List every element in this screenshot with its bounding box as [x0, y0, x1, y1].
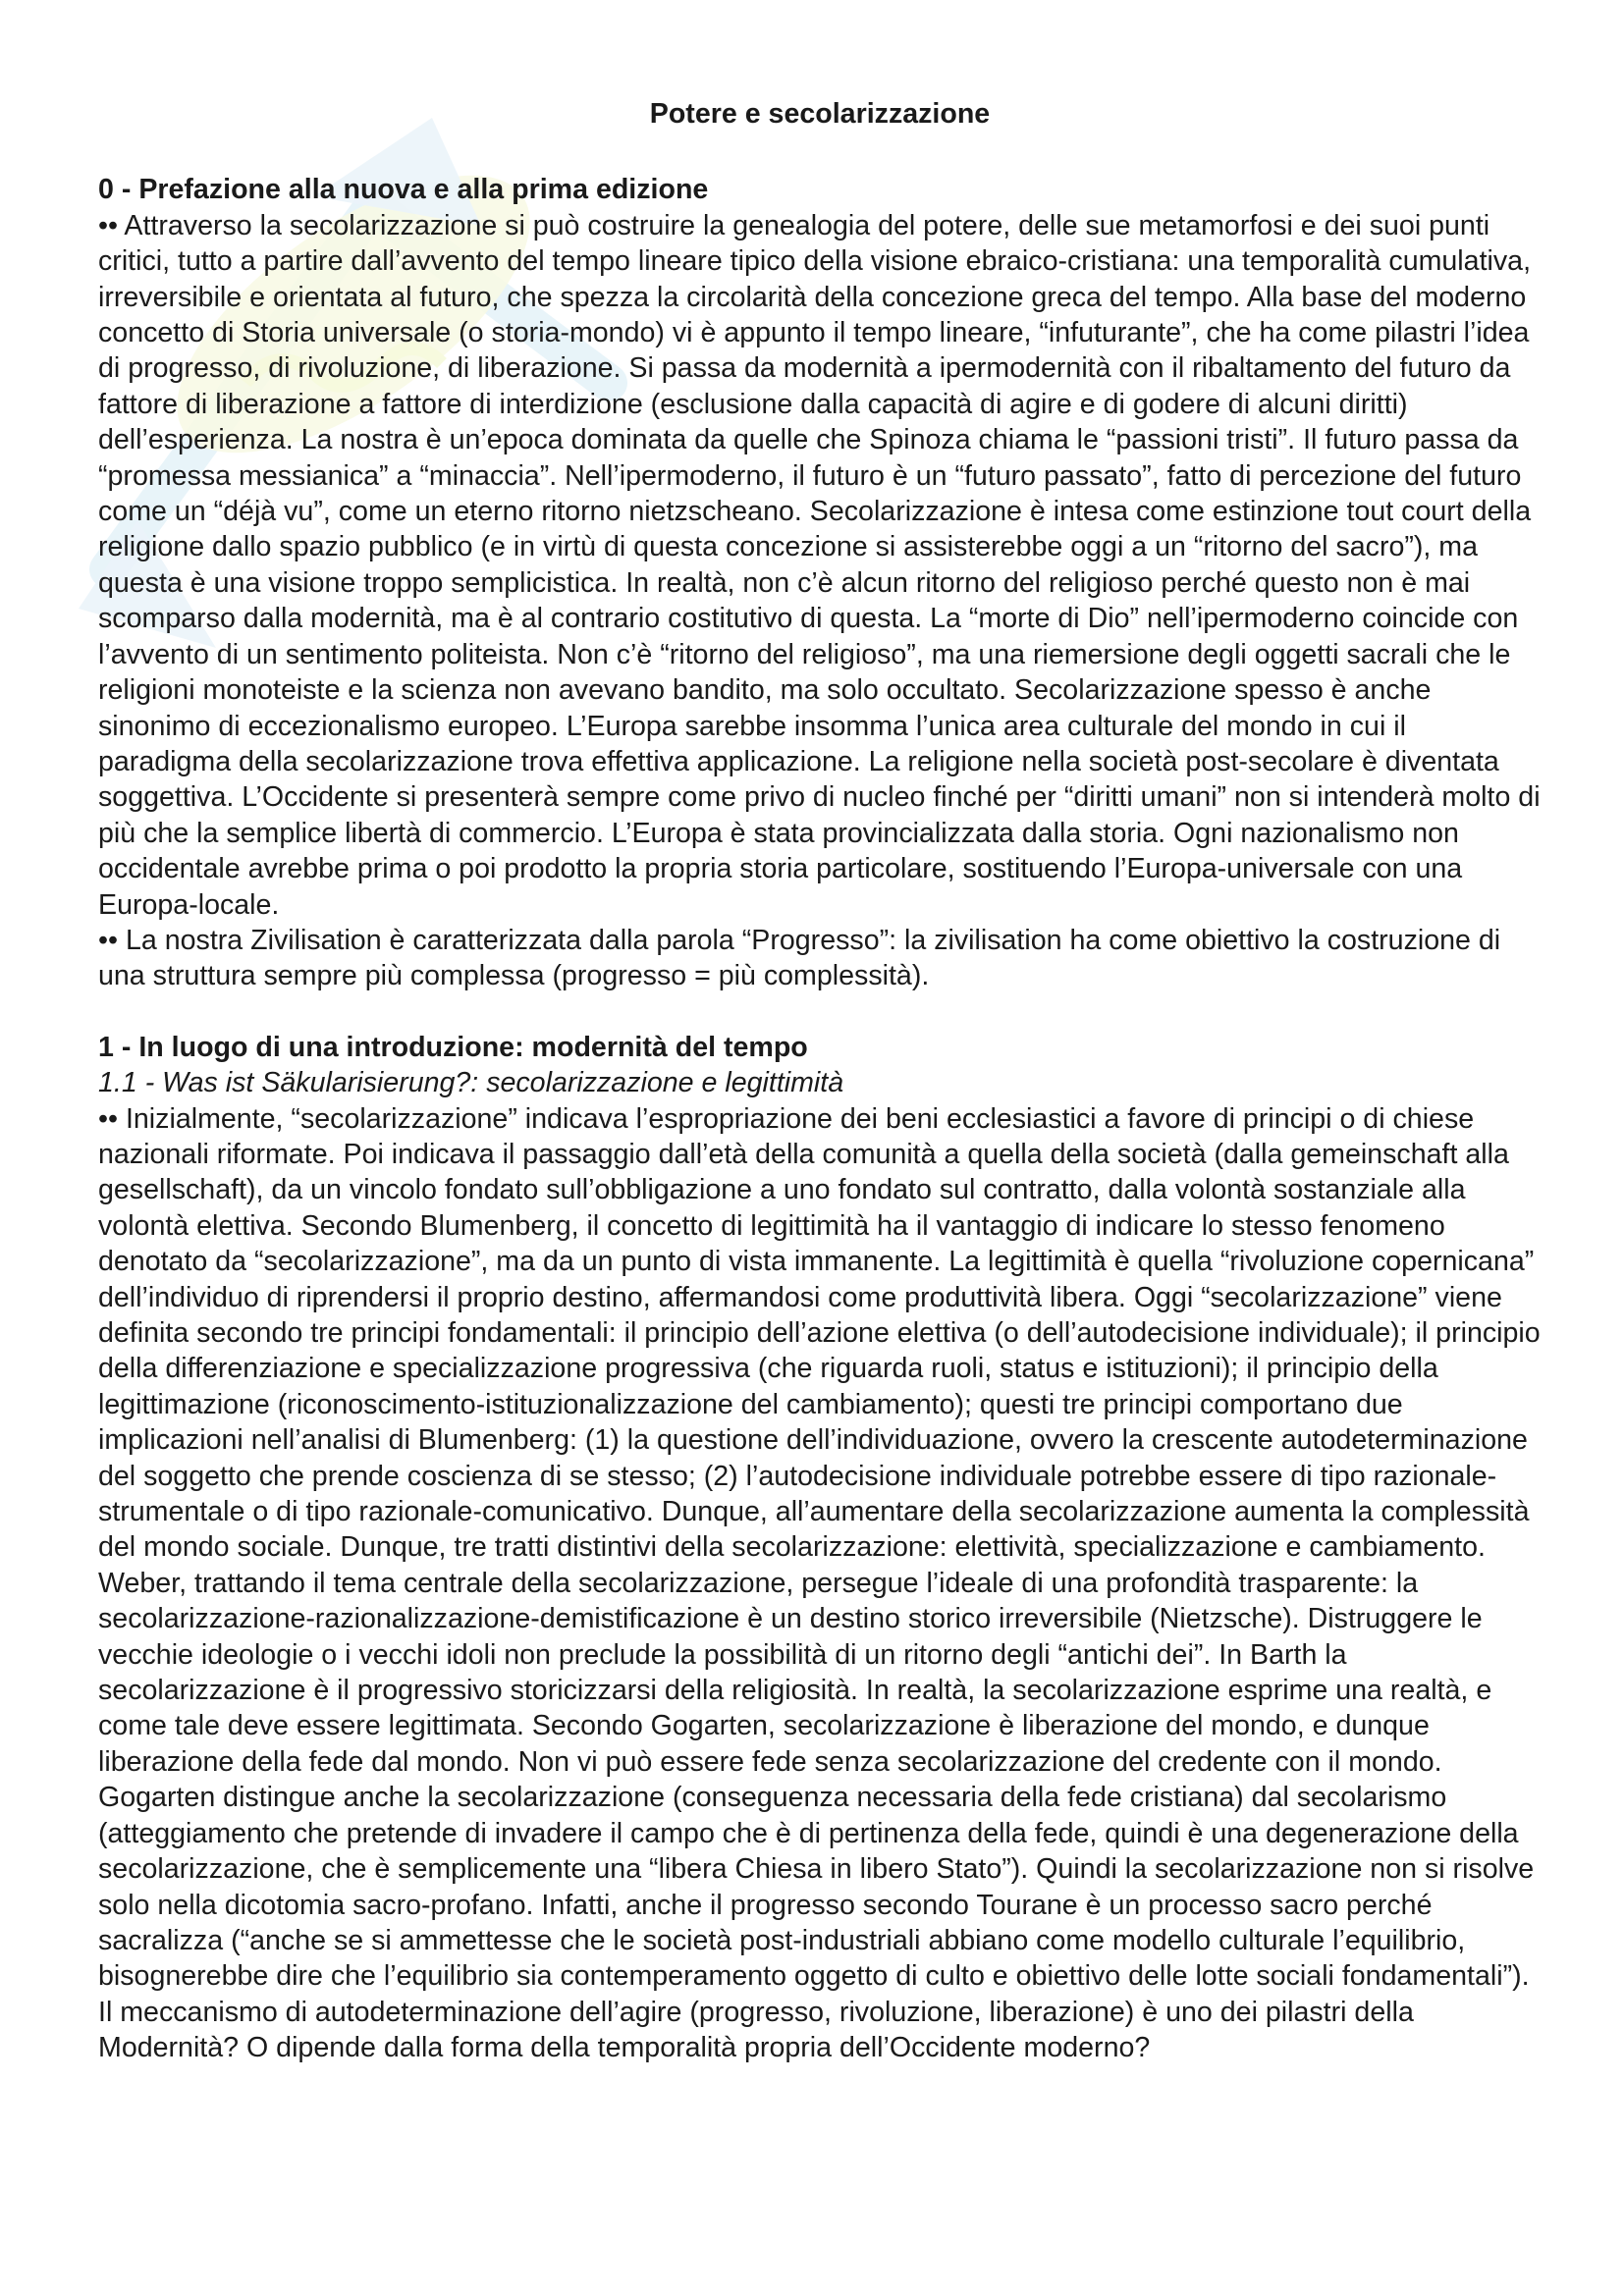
section-heading: 1 - In luogo di una introduzione: modernità del tempo: [98, 1031, 808, 1063]
section-heading: 0 - Prefazione alla nuova e alla prima edizione: [98, 174, 709, 206]
paragraph: •• La nostra Zivilisation è caratterizzata dalla parola “Progresso”: la zivilisation ha come obiettivo la costruzione di una struttura sempre più complessa (progresso = più complessità).: [98, 924, 1501, 992]
paragraph: •• Inizialmente, “secolarizzazione” indicava l’espropriazione dei beni ecclesiastici a favore di principi o di chiese nazionali riformate. Poi indicava il passaggio dall’età della comunità a quella della società (dalla gemeinschaft alla gesellschaft), da un vincolo fondato sull’obbligazione a uno fondato sul contratto, dalla volontà sostanziale alla volontà elettiva. Secondo Blumenberg, il concetto di legittimità ha il vantaggio di indicare lo stesso fenomeno denotato da “secolarizzazione”, ma da un punto di vista immanente. La legittimità è quella “rivoluzione copernicana” dell’individuo di riprendersi il proprio destino, affermandosi come produttività libera. Oggi “secolarizzazione” viene definita secondo tre principi fondamentali: il principio dell’azione elettiva (o dell’autodecisione individuale); il principio della differenziazione e specializzazione progressiva (che riguarda ruoli, status e istituzioni); il principio della legittimazione (riconoscimento-istituzionalizzazione del cambiamento); questi tre principi comportano due implicazioni nell’analisi di Blumenberg: (1) la questione dell’individuazione, ovvero la crescente autodeterminazione del soggetto che prende coscienza di se stesso; (2) l’autodecisione individuale potrebbe essere di tipo razionale-strumentale o di tipo razionale-comunicativo. Dunque, all’aumentare della secolarizzazione aumenta la complessità del mondo sociale. Dunque, tre tratti distintivi della secolarizzazione: elettività, specializzazione e cambiamento. Weber, trattando il tema centrale della secolarizzazione, persegue l’ideale di una profondità trasparente: la secolarizzazione-razionalizzazione-demistificazione è un destino storico irreversibile (Nietzsche). Distruggere le vecchie ideologie o i vecchi idoli non preclude la possibilità di un ritorno degli “antichi dei”. In Barth la secolarizzazione è il progressivo storicizzarsi della religiosità. In realtà, la secolarizzazione esprime una realtà, e come tale deve essere legittimata. Secondo Gogarten, secolarizzazione è liberazione del mondo, e dunque liberazione della fede dal mondo. Non vi può essere fede senza secolarizzazione del credente con il mondo. Gogarten distingue anche la secolarizzazione (conseguenza necessaria della fede cristiana) dal secolarismo (atteggiamento che pretende di invadere il campo che è di pertinenza della fede, quindi è una degenerazione della secolarizzazione, che è semplicemente una “libera Chiesa in libero Stato”). Quindi la secolarizzazione non si risolve solo nella dicotomia sacro-profano. Infatti, anche il progresso secondo Tourane è un processo sacro perché sacralizza (“anche se si ammettesse che le società post-industriali abbiano come modello culturale l’equilibrio, bisognerebbe dire che l’equilibrio sia contemperamento oggetto di culto e obiettivo delle lotte sociali fondamentali”). Il meccanismo di autodeterminazione dell’agire (progresso, rivoluzione, liberazione) è uno dei pilastri della Modernità? O dipende dalla forma della temporalità propria dell’Occidente moderno?: [98, 1102, 1541, 2064]
document-page: [98, 96, 1542, 2102]
section-prefazione: [98, 172, 1542, 993]
subsection-heading: 1.1 - Was ist Säkularisierung?: secolarizzazione e legittimità: [98, 1067, 844, 1099]
section-introduzione: [98, 1030, 1542, 2066]
paragraph: •• Attraverso la secolarizzazione si può costruire la genealogia del potere, delle sue metamorfosi e dei suoi punti critici, tutto a partire dall’avvento del tempo lineare tipico della visione ebraico-cristiana: una temporalità cumulativa, irreversibile e orientata al futuro, che spezza la circolarità della concezione greca del tempo. Alla base del moderno concetto di Storia universale (o storia-mondo) vi è appunto il tempo lineare, “infuturante”, che ha come pilastri l’idea di progresso, di rivoluzione, di liberazione. Si passa da modernità a ipermodernità con il ribaltamento del futuro da fattore di liberazione a fattore di interdizione (esclusione dalla capacità di agire e di godere di alcuni diritti) dell’esperienza. La nostra è un’epoca dominata da quelle che Spinoza chiama le “passioni tristi”. Il futuro passa da “promessa messianica” a “minaccia”. Nell’ipermoderno, il futuro è un “futuro passato”, fatto di percezione del futuro come un “déjà vu”, come un eterno ritorno nietzscheano. Secolarizzazione è intesa come estinzione tout court della religione dallo spazio pubblico (e in virtù di questa concezione si assisterebbe oggi a un “ritorno del sacro”), ma questa è una visione troppo semplicistica. In realtà, non c’è alcun ritorno del religioso perché questo non è mai scomparso dalla modernità, ma è al contrario costitutivo di questa. La “morte di Dio” nell’ipermoderno coincide con l’avvento di un sentimento politeista. Non c’è “ritorno del religioso”, ma una riemersione degli oggetti sacrali che le religioni monoteiste e la scienza non avevano bandito, ma solo occultato. Secolarizzazione spesso è anche sinonimo di eccezionalismo europeo. L’Europa sarebbe insomma l’unica area culturale del mondo in cui il paradigma della secolarizzazione trova effettiva applicazione. La religione nella società post-secolare è diventata soggettiva. L’Occidente si presenterà sempre come privo di nucleo finché per “diritti umani” non si intenderà molto di più che la semplice libertà di commercio. L’Europa è stata provincializzata dalla storia. Ogni nazionalismo non occidentale avrebbe prima o poi prodotto la propria storia particolare, sostituendo l’Europa-universale con una Europa-locale.: [98, 209, 1541, 921]
document-title: Potere e secolarizzazione: [649, 98, 991, 130]
